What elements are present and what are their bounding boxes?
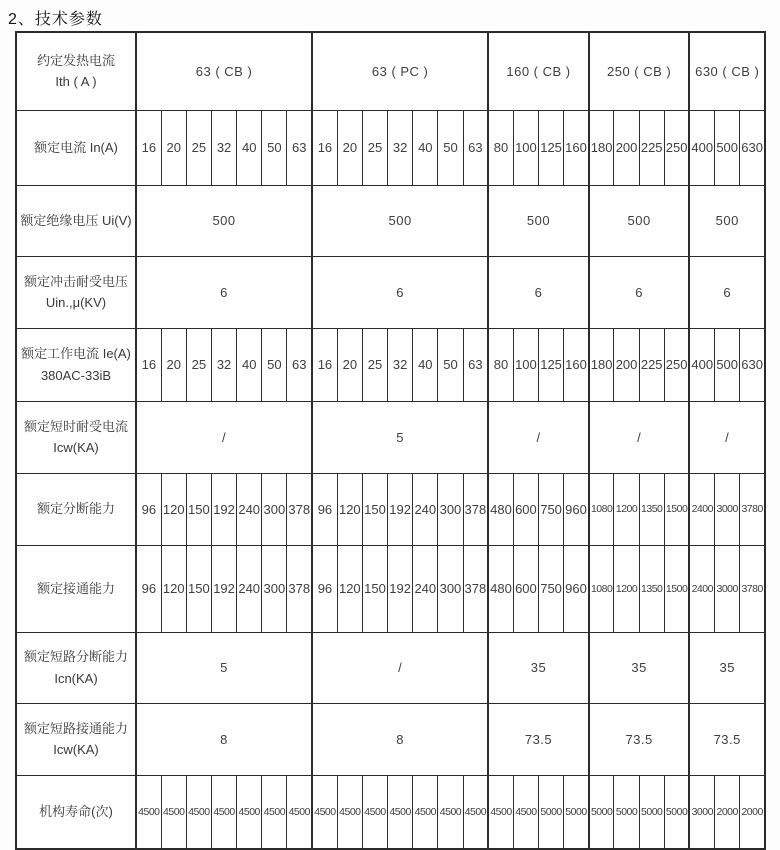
- table-cell: 8: [136, 703, 312, 775]
- table-cell: 2000: [740, 775, 765, 849]
- table-cell: 32: [211, 110, 236, 185]
- table-cell: 6: [589, 256, 690, 328]
- table-cell: 20: [161, 110, 186, 185]
- table-cell: 6: [312, 256, 488, 328]
- table-row: [16, 185, 765, 256]
- table-cell: 40: [237, 110, 262, 185]
- table-cell: 300: [438, 545, 463, 632]
- row-label: 额定工作电流 Ie(A) 380AC-33iB: [16, 328, 136, 401]
- table-cell: 2400: [689, 473, 714, 545]
- table-cell: 4500: [211, 775, 236, 849]
- table-cell: 192: [211, 545, 236, 632]
- table-row: [16, 775, 765, 849]
- table-cell: 63: [463, 328, 488, 401]
- table-cell: 4500: [413, 775, 438, 849]
- table-cell: 225: [639, 328, 664, 401]
- table-cell: 4500: [237, 775, 262, 849]
- table-cell: 4500: [337, 775, 362, 849]
- group-header-cell: 160 ( CB ): [488, 32, 589, 110]
- table-cell: 16: [136, 328, 161, 401]
- table-cell: 16: [136, 110, 161, 185]
- table-cell: 25: [362, 110, 387, 185]
- table-cell: 750: [539, 473, 564, 545]
- table-cell: 5000: [564, 775, 589, 849]
- table-cell: 160: [564, 328, 589, 401]
- table-cell: 4500: [388, 775, 413, 849]
- table-cell: 240: [237, 473, 262, 545]
- table-cell: 35: [589, 632, 690, 703]
- table-cell: 4500: [262, 775, 287, 849]
- row-label: 机构寿命(次): [16, 775, 136, 849]
- row-label: 额定短路接通能力 Icw(KA): [16, 703, 136, 775]
- group-header-cell: 63 ( PC ): [312, 32, 488, 110]
- table-cell: 500: [488, 185, 589, 256]
- table-cell: 150: [186, 545, 211, 632]
- table-cell: 4500: [362, 775, 387, 849]
- table-cell: 40: [413, 328, 438, 401]
- table-cell: 80: [488, 328, 513, 401]
- table-cell: 125: [539, 328, 564, 401]
- table-cell: 192: [211, 473, 236, 545]
- row-label: 额定冲击耐受电压 Uin.,μ(KV): [16, 256, 136, 328]
- table-cell: 500: [136, 185, 312, 256]
- row-label: 额定电流 In(A): [16, 110, 136, 185]
- table-row: [16, 545, 765, 632]
- table-row: [16, 110, 765, 185]
- table-cell: 6: [136, 256, 312, 328]
- table-cell: 600: [513, 545, 538, 632]
- table-cell: 3000: [689, 775, 714, 849]
- table-cell: 32: [388, 110, 413, 185]
- table-cell: 3000: [715, 545, 740, 632]
- table-cell: 100: [513, 328, 538, 401]
- table-cell: /: [689, 401, 765, 473]
- table-cell: /: [136, 401, 312, 473]
- table-row: [16, 401, 765, 473]
- table-cell: 630: [740, 110, 765, 185]
- table-row: [16, 328, 765, 401]
- table-cell: 4500: [312, 775, 337, 849]
- table-cell: 250: [664, 110, 689, 185]
- table-cell: 960: [564, 545, 589, 632]
- table-cell: 160: [564, 110, 589, 185]
- group-header-cell: 630 ( CB ): [689, 32, 765, 110]
- row-label: 约定发热电流 Ith ( A ): [16, 32, 136, 110]
- row-label: 额定接通能力: [16, 545, 136, 632]
- table-row: [16, 632, 765, 703]
- table-cell: 378: [463, 545, 488, 632]
- table-cell: 5000: [589, 775, 614, 849]
- table-cell: 20: [337, 110, 362, 185]
- table-cell: 6: [689, 256, 765, 328]
- group-header-cell: 250 ( CB ): [589, 32, 690, 110]
- row-label: 额定绝缘电压 Ui(V): [16, 185, 136, 256]
- table-cell: 40: [413, 110, 438, 185]
- table-cell: 4500: [463, 775, 488, 849]
- table-cell: 25: [186, 328, 211, 401]
- table-cell: 300: [262, 473, 287, 545]
- table-cell: 150: [362, 473, 387, 545]
- table-cell: 50: [262, 110, 287, 185]
- table-cell: 1080: [589, 473, 614, 545]
- table-cell: 300: [262, 545, 287, 632]
- table-cell: 73.5: [488, 703, 589, 775]
- group-header-cell: 63 ( CB ): [136, 32, 312, 110]
- table-cell: 1350: [639, 545, 664, 632]
- table-cell: 240: [237, 545, 262, 632]
- table-cell: 120: [161, 473, 186, 545]
- table-cell: 1200: [614, 473, 639, 545]
- table-cell: 378: [463, 473, 488, 545]
- row-label: 额定分断能力: [16, 473, 136, 545]
- table-row: [16, 703, 765, 775]
- table-cell: 378: [287, 545, 312, 632]
- table-cell: 5000: [664, 775, 689, 849]
- table-cell: 63: [287, 110, 312, 185]
- table-row: [16, 256, 765, 328]
- table-cell: 1500: [664, 545, 689, 632]
- table-cell: 96: [136, 473, 161, 545]
- table-cell: /: [488, 401, 589, 473]
- table-cell: 16: [312, 328, 337, 401]
- table-cell: 750: [539, 545, 564, 632]
- table-cell: 120: [337, 545, 362, 632]
- table-cell: 600: [513, 473, 538, 545]
- table-cell: 1080: [589, 545, 614, 632]
- row-label: 额定短路分断能力 Icn(KA): [16, 632, 136, 703]
- table-cell: 63: [287, 328, 312, 401]
- table-cell: 125: [539, 110, 564, 185]
- table-cell: 200: [614, 110, 639, 185]
- table-cell: 378: [287, 473, 312, 545]
- row-label: 额定短时耐受电流 Icw(KA): [16, 401, 136, 473]
- table-cell: 4500: [513, 775, 538, 849]
- table-cell: 35: [488, 632, 589, 703]
- table-cell: 240: [413, 473, 438, 545]
- table-cell: 1200: [614, 545, 639, 632]
- table-cell: 500: [312, 185, 488, 256]
- table-cell: 192: [388, 473, 413, 545]
- table-cell: 250: [664, 328, 689, 401]
- table-row: [16, 473, 765, 545]
- table-cell: 6: [488, 256, 589, 328]
- table-cell: 180: [589, 110, 614, 185]
- table-cell: 63: [463, 110, 488, 185]
- table-cell: 480: [488, 545, 513, 632]
- table-cell: 300: [438, 473, 463, 545]
- table-cell: 5: [136, 632, 312, 703]
- table-cell: 120: [161, 545, 186, 632]
- table-cell: 96: [312, 545, 337, 632]
- table-cell: 960: [564, 473, 589, 545]
- table-cell: 500: [589, 185, 690, 256]
- table-cell: 32: [388, 328, 413, 401]
- table-cell: 73.5: [689, 703, 765, 775]
- table-cell: 50: [438, 328, 463, 401]
- table-cell: 1350: [639, 473, 664, 545]
- table-row: [16, 32, 765, 110]
- table-cell: 4500: [438, 775, 463, 849]
- table-cell: 16: [312, 110, 337, 185]
- table-cell: 630: [740, 328, 765, 401]
- table-cell: 20: [337, 328, 362, 401]
- table-cell: 4500: [161, 775, 186, 849]
- table-cell: 2000: [715, 775, 740, 849]
- table-cell: 96: [312, 473, 337, 545]
- table-cell: 50: [262, 328, 287, 401]
- spec-table-body: [16, 32, 765, 849]
- table-cell: /: [589, 401, 690, 473]
- table-cell: 25: [362, 328, 387, 401]
- table-cell: 500: [715, 110, 740, 185]
- table-cell: 400: [689, 328, 714, 401]
- table-cell: 96: [136, 545, 161, 632]
- table-cell: 4500: [186, 775, 211, 849]
- table-cell: 192: [388, 545, 413, 632]
- table-cell: 120: [337, 473, 362, 545]
- table-cell: 35: [689, 632, 765, 703]
- table-cell: 73.5: [589, 703, 690, 775]
- table-cell: 2400: [689, 545, 714, 632]
- table-cell: 40: [237, 328, 262, 401]
- table-cell: 500: [689, 185, 765, 256]
- table-cell: 4500: [488, 775, 513, 849]
- table-cell: 225: [639, 110, 664, 185]
- table-cell: 5000: [639, 775, 664, 849]
- table-cell: 480: [488, 473, 513, 545]
- table-cell: 100: [513, 110, 538, 185]
- table-cell: 8: [312, 703, 488, 775]
- table-cell: 20: [161, 328, 186, 401]
- table-cell: 25: [186, 110, 211, 185]
- table-cell: 1500: [664, 473, 689, 545]
- spec-table: [15, 31, 766, 850]
- table-cell: 3780: [740, 473, 765, 545]
- table-cell: 5000: [539, 775, 564, 849]
- table-cell: 3000: [715, 473, 740, 545]
- table-cell: 180: [589, 328, 614, 401]
- table-cell: 200: [614, 328, 639, 401]
- table-cell: 4500: [136, 775, 161, 849]
- page-title: 2、技术参数: [8, 11, 103, 28]
- table-cell: 400: [689, 110, 714, 185]
- table-cell: 150: [186, 473, 211, 545]
- table-cell: 500: [715, 328, 740, 401]
- table-cell: 150: [362, 545, 387, 632]
- table-cell: 4500: [287, 775, 312, 849]
- table-cell: 5000: [614, 775, 639, 849]
- table-cell: 50: [438, 110, 463, 185]
- table-cell: 32: [211, 328, 236, 401]
- table-cell: 5: [312, 401, 488, 473]
- table-cell: /: [312, 632, 488, 703]
- table-cell: 240: [413, 545, 438, 632]
- table-cell: 3780: [740, 545, 765, 632]
- table-cell: 80: [488, 110, 513, 185]
